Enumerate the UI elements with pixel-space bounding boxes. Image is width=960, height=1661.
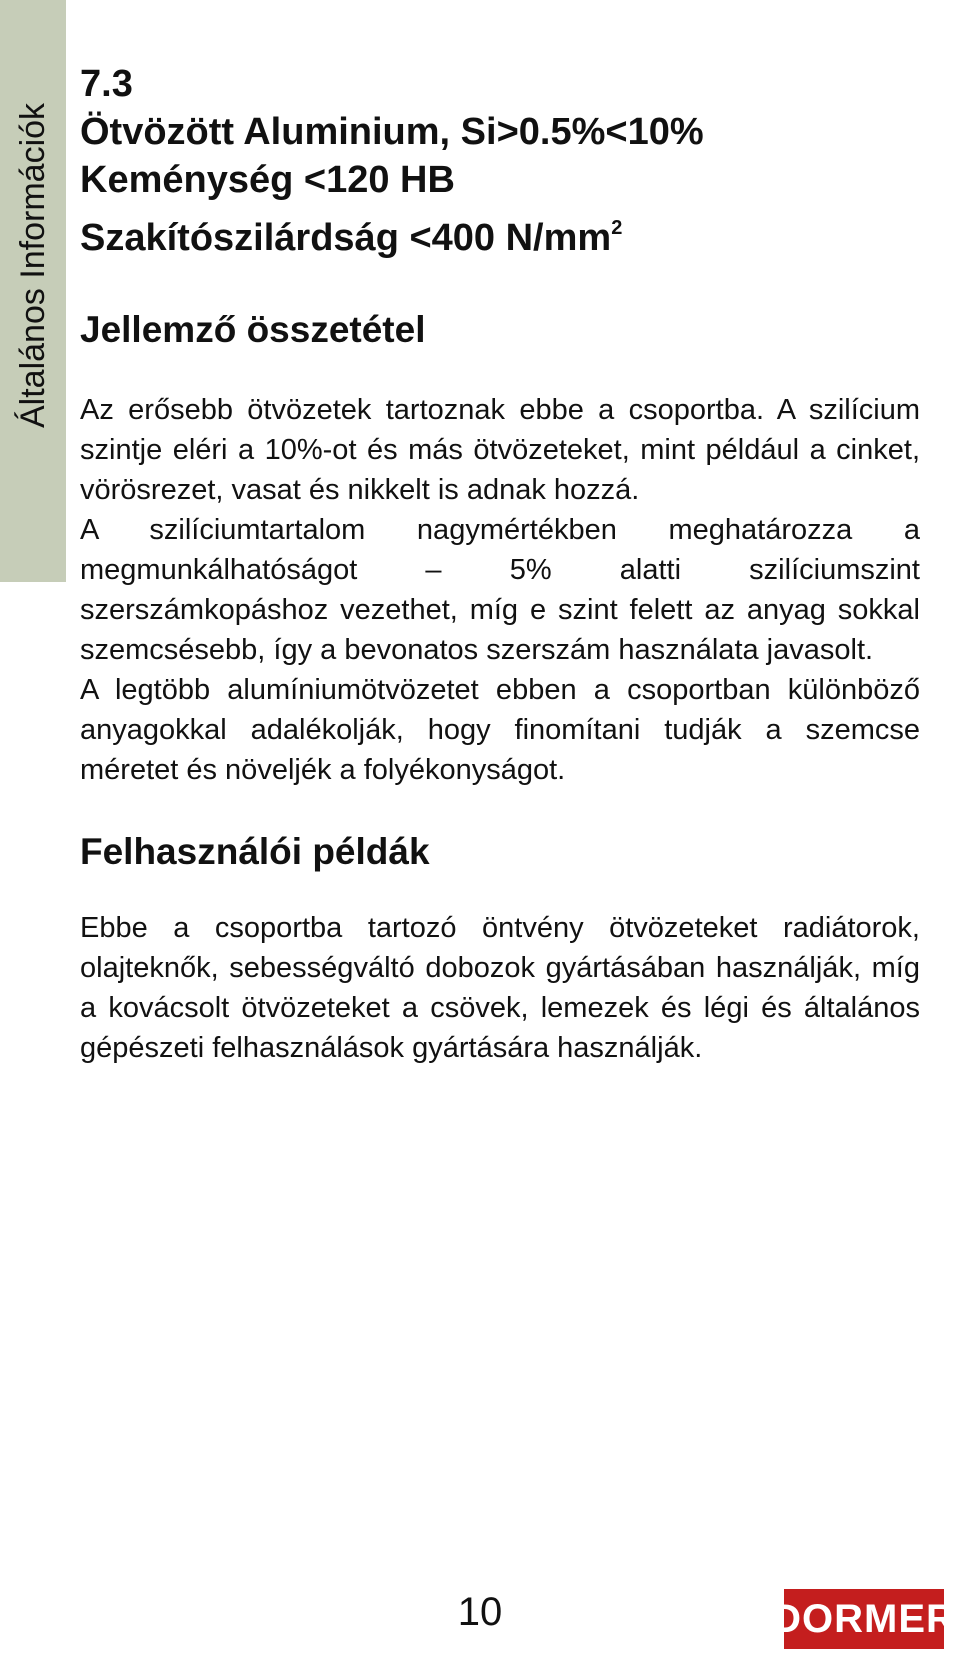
section-number: 7.3 — [80, 63, 133, 105]
side-tab — [0, 0, 66, 582]
examples-title: Felhasználói példák — [80, 831, 430, 872]
side-tab-label-wrap — [0, 22, 66, 462]
composition-title: Jellemző összetétel — [80, 309, 426, 350]
composition-paragraph-2: A szilíciumtartalom nagymértékben meghatározza a megmunkálhatóságot – 5% alatti szilíciumszint szerszámkopáshoz vezethet, míg e szint felett az anyag sokkal szemcsésebb, így a bevonatos szerszám használata javasolt. — [80, 514, 920, 666]
composition-paragraph-3: A legtöbb alumíniumötvözetet ebben a csoportban különböző anyagokkal adalékolják, hogy finomítani tudják a szemcse méretet és növeljék a folyékonyságot. — [80, 674, 920, 786]
examples-body — [80, 908, 920, 1068]
page-number: 10 — [457, 1590, 503, 1634]
heading-line-hardness: Keménység <120 HB — [80, 159, 455, 201]
composition-paragraph-1: Az erősebb ötvözetek tartoznak ebbe a csoportba. A szilícium szintje eléri a 10%-ot és más ötvözeteket, mint például a cinket, vörösrezet, vasat és nikkelt is adnak hozzá. — [80, 394, 920, 506]
heading-line-material: Ötvözött Aluminium, Si>0.5%<10% — [80, 111, 704, 153]
side-tab-label: Általános Információk — [14, 102, 52, 428]
composition-body — [80, 390, 920, 790]
tensile-superscript: 2 — [611, 217, 623, 239]
dormer-logo — [772, 1589, 956, 1649]
page-content — [80, 60, 920, 1068]
section-heading — [80, 60, 920, 262]
tensile-text: Szakítószilárdság <400 N/mm — [80, 217, 612, 259]
examples-paragraph-1: Ebbe a csoportba tartozó öntvény ötvözeteket radiátorok, olajteknők, sebességváltó dobozok gyártásában használják, míg a kovácsolt ötvözeteket a csövek, lemezek és légi és általános gépészeti felhasználások gyártására használják. — [80, 912, 920, 1064]
logo-text: DORMER — [772, 1596, 956, 1641]
heading-line-tensile — [80, 204, 920, 262]
